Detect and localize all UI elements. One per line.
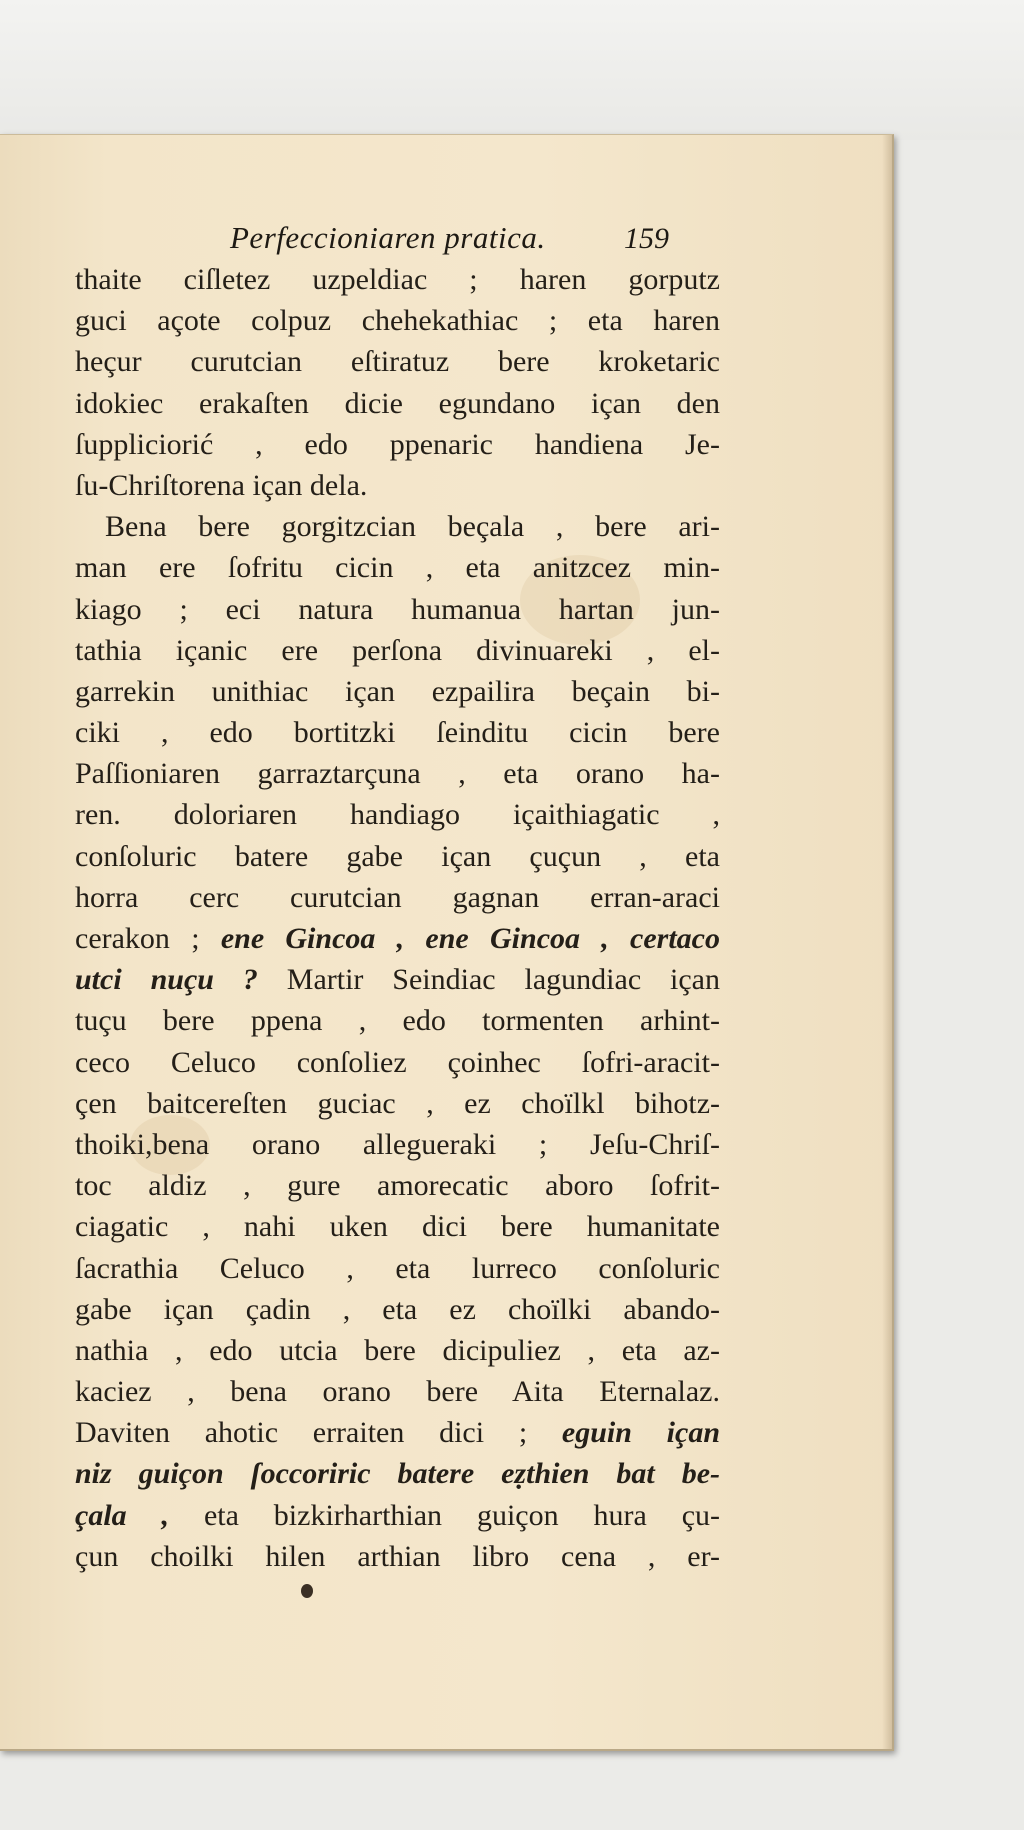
- text-line: [75, 1412, 720, 1453]
- text-line: thoiki,bena orano allegueraki ; Jeſu-Chriſ-: [75, 1127, 720, 1161]
- italic-quote: eguin içan: [561, 1416, 721, 1450]
- text-line: [75, 959, 720, 1000]
- text-line: [75, 1495, 720, 1536]
- text-line: kiago ; eci natura humanua hartan jun-: [75, 592, 720, 626]
- text-line: nathia , edo utcia bere dicipuliez , eta az-: [75, 1333, 720, 1367]
- italic-quote: niz guiçon ſoccoriric batere eẓthien bat be-: [75, 1457, 720, 1491]
- text-line: ſacrathia Celuco , eta lurreco conſoluric: [75, 1251, 720, 1285]
- page-edge-shadow: [882, 135, 892, 1749]
- scan-background: [0, 0, 1024, 140]
- text-line: ciki , edo bortitzki ſeinditu cicin bere: [75, 716, 720, 750]
- text-line: Paſſioniaren garraztarçuna , eta orano ha-: [75, 757, 720, 791]
- running-title: Perfeccioniaren pratica.: [230, 220, 546, 255]
- text-line: toc aldiz , gure amorecatic aboro ſofrit-: [75, 1169, 720, 1203]
- text-line: garrekin unithiac içan ezpailira beçain bi-: [75, 674, 720, 708]
- text-line: tuçu bere ppena , edo tormenten arhint-: [75, 1004, 720, 1038]
- text-line: çen baitcereſten guciac , ez choïlkl bihotz-: [75, 1086, 720, 1120]
- text-line: ſu-Chriſtorena içan dela.: [75, 468, 368, 502]
- text-line: heçur curutcian eſtiratuz bere kroketaric: [75, 345, 720, 379]
- italic-quote: çala ,: [75, 1498, 170, 1532]
- text-line: kaciez , bena orano bere Aita Eternalaz.: [75, 1375, 720, 1409]
- text-fragment: Daviten ahotic erraiten dici ;: [75, 1416, 528, 1450]
- text-fragment: Martir Seindiac lagundiac içan: [286, 963, 720, 997]
- text-fragment: cerakon ;: [75, 922, 200, 955]
- text-line: [75, 1453, 720, 1494]
- text-line: çun choilki hilen arthian libro cena , er-: [75, 1539, 720, 1573]
- text-line: ceco Celuco conſoliez çoinhec ſofri-aracit-: [75, 1045, 720, 1079]
- text-line: horra cerc curutcian gagnan erran-araci: [75, 880, 720, 914]
- text-fragment: eta bizkirharthian guiçon hura çu-: [203, 1498, 720, 1532]
- text-line: man ere ſofritu cicin , eta anitzcez min-: [75, 551, 720, 585]
- page-number: 159: [624, 222, 669, 255]
- text-line: [75, 918, 720, 959]
- text-line: gabe içan çadin , eta ez choïlki abando-: [75, 1292, 720, 1326]
- text-line: tathia içanic ere perſona divinuareki , el-: [75, 633, 720, 667]
- text-line: ciagatic , nahi uken dici bere humanitate: [75, 1210, 720, 1244]
- italic-quote: ene Gincoa , ene Gincoa , certaco: [220, 922, 720, 955]
- text-line: thaite ciſletez uzpeldiac ; haren gorputz: [75, 263, 720, 296]
- text-line: guci açote colpuz chehekathiac ; eta haren: [75, 304, 720, 338]
- text-line: ren. doloriaren handiago içaithiagatic ,: [75, 798, 720, 832]
- page-header: [0, 220, 892, 260]
- page-text: [75, 259, 720, 1577]
- text-line: conſoluric batere gabe içan çuçun , eta: [75, 839, 720, 873]
- italic-quote: utci nuçu ?: [75, 963, 258, 997]
- text-line: idokiec erakaſten dicie egundano içan den: [75, 386, 720, 420]
- ink-spot: [301, 1584, 313, 1598]
- text-line: ſuppliciorić , edo ppenaric handiena Je-: [75, 427, 720, 461]
- text-line: Bena bere gorgitzcian beçala , bere ari-: [105, 510, 720, 544]
- book-page: [0, 134, 894, 1751]
